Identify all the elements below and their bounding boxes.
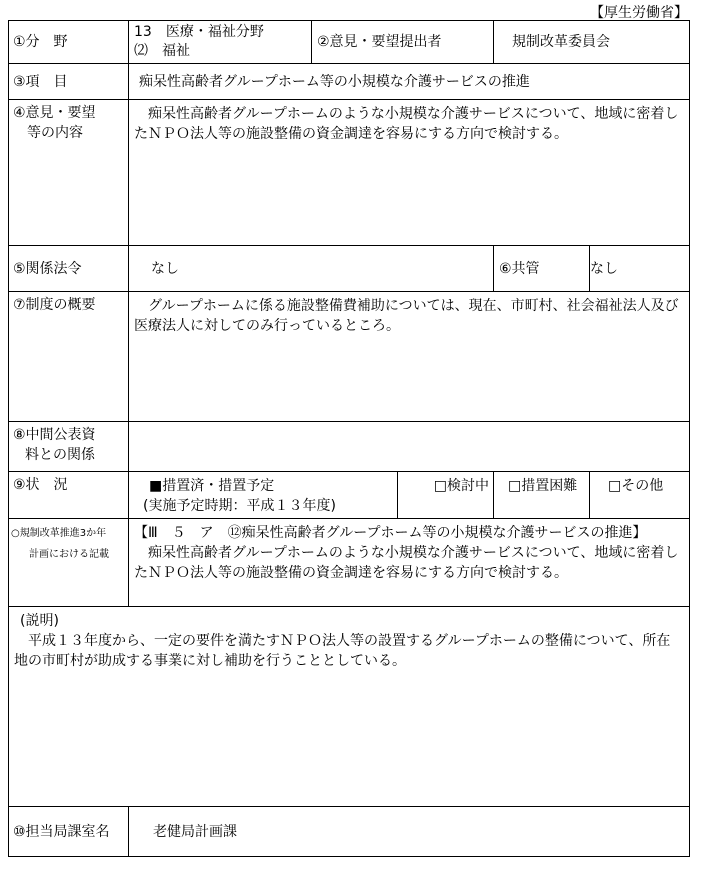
row-explain [9,607,690,807]
submitter-label: ②意見・要望提出者 [312,21,494,64]
row-interim [9,422,690,472]
interim-label-1: ⑧中間公表資 [13,427,96,443]
opinion-label-2: 等の内容 [27,125,83,141]
joint-value: なし [590,246,690,292]
row-law [9,246,690,292]
plan-label-2: 計画における記載 [29,549,109,560]
system-value: グループホームに係る施設整備費補助については、現在、市町村、社会福祉法人及び医療法人に対してのみ行っているところ。 [129,292,690,422]
explain-cell [9,607,690,807]
status-done: ■措置済・措置予定 [149,478,275,494]
explain-label: (説明) [20,613,59,629]
status-schedule: (実施予定時期：平成１３年度) [143,498,336,514]
row-item [9,64,690,100]
field-value [129,21,312,64]
plan-label-1: ○規制改革推進3か年 [11,528,107,539]
submitter-value: 規制改革委員会 [494,21,690,64]
plan-value-2: 痴呆性高齢者グループホームのような小規模な介護サービスについて、地域に密着したＮＰＯ法人等の施設整備の資金調達を容易にする方向で検討する。 [134,545,679,581]
opinion-label-1: ④意見・要望 [13,105,96,121]
explain-value: 平成１３年度から、一定の要件を満たすＮＰＯ法人等の設置するグループホームの整備について、所在地の市町村が助成する事業に対し補助を行うこととしている。 [14,633,671,669]
status-done-cell [129,472,398,519]
row-field [9,21,690,64]
status-label: ⑨状 況 [9,472,129,519]
opinion-label [9,100,129,246]
field-label: ①分 野 [9,21,129,64]
row-dept [9,807,690,857]
system-label: ⑦制度の概要 [9,292,129,422]
plan-value [129,519,690,607]
field-value-2: ⑵ 福祉 [134,43,190,59]
row-opinion [9,100,690,246]
interim-label [9,422,129,472]
joint-label: ⑥共管 [494,246,590,292]
opinion-value: 痴呆性高齢者グループホームのような小規模な介護サービスについて、地域に密着したＮＰＯ法人等の施設整備の資金調達を容易にする方向で検討する。 [129,100,690,246]
plan-value-1: 【Ⅲ ５ ア ⑫痴呆性高齢者グループホーム等の小規模な介護サービスの推進】 [134,525,647,541]
row-plan [9,519,690,607]
opinion-table [8,20,690,857]
ministry-name: 【厚生労働省】 [590,5,688,21]
row-status [9,472,690,519]
plan-label [9,519,129,607]
law-value: なし [129,246,494,292]
law-label: ⑤関係法令 [9,246,129,292]
status-review: □検討中 [398,472,494,519]
status-other: □その他 [590,472,690,519]
field-value-1: 13 医療・福祉分野 [134,24,264,40]
row-system [9,292,690,422]
interim-value [129,422,690,472]
item-value: 痴呆性高齢者グループホーム等の小規模な介護サービスの推進 [129,64,690,100]
dept-label: ⑩担当局課室名 [9,807,129,857]
dept-value: 老健局計画課 [129,807,690,857]
interim-label-2: 料との関係 [25,447,95,463]
item-label: ③項 目 [9,64,129,100]
status-difficult: □措置困難 [494,472,590,519]
